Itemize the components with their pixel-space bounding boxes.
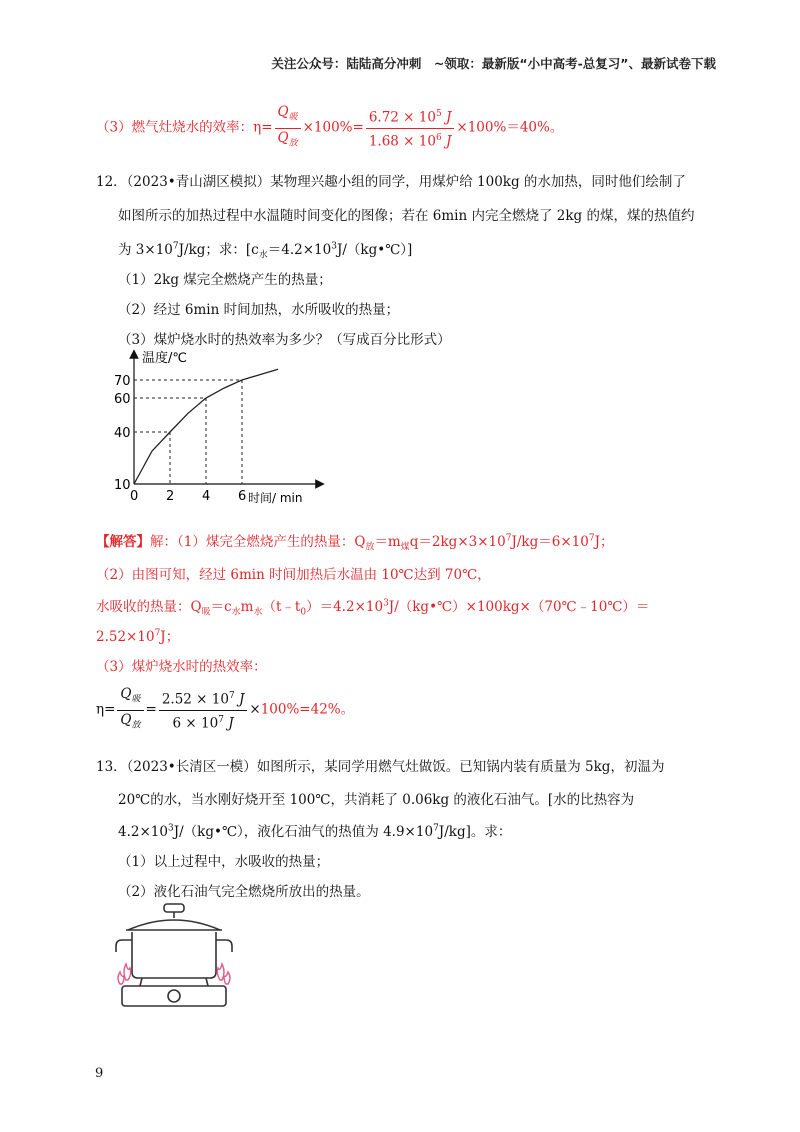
x-tick-labels	[130, 489, 246, 504]
a12-l1e: J；	[594, 534, 614, 550]
eff-eta: η	[96, 701, 105, 718]
y-tick-40: 40	[114, 426, 131, 441]
right-handle	[216, 940, 232, 952]
eff-q-released-sub: 放	[131, 720, 141, 731]
q12-line-3d: J/（kg•℃）]	[336, 242, 413, 258]
q-released: Q	[277, 129, 289, 146]
lid-knob	[164, 904, 184, 912]
a12-l3a: 水吸收的热量：Q	[96, 599, 202, 615]
stove-support-left	[140, 978, 142, 986]
temperature-time-chart	[110, 348, 330, 508]
eff-equals: =	[104, 701, 116, 718]
y-tick-70: 70	[114, 374, 131, 389]
stove-knob	[168, 990, 180, 1002]
x-tick-4: 4	[202, 489, 211, 504]
q12-line-3	[118, 238, 412, 261]
eff-times: ×	[249, 701, 261, 718]
value-numerator-exp: 5	[435, 109, 442, 120]
a12-l1-sub1: 放	[365, 542, 375, 553]
q13-line-3	[118, 820, 511, 840]
a12-l1d: J/kg＝6×10	[511, 534, 589, 550]
x-axis-label: 时间/ min	[248, 491, 303, 505]
eff-fraction-values	[159, 688, 248, 732]
a12-l4-exp: 7	[154, 628, 161, 639]
page-header: 关注公众号：陆陆高分冲刺 ~领取：最新版“小中高考-总复习”、最新试卷下载	[271, 56, 716, 71]
a12-l1b: ＝m	[374, 534, 401, 550]
eta-symbol: η	[253, 119, 262, 136]
q12-sub-3: （3）煤炉烧水时的热效率为多少？（写成百分比形式）	[118, 332, 451, 348]
q13-sub-2: （2）液化石油气完全燃烧所放出的热量。	[118, 884, 370, 900]
eff-q-absorbed-sub: 吸	[131, 694, 141, 705]
q13-line-1: 13．（2023•长清区一模）如图所示，某同学用燃气灶做饭。已知锅内装有质量为 5kg，初温为	[96, 759, 665, 775]
q13-line-3c: J/kg]。求：	[438, 824, 512, 840]
percent-100: 100%	[313, 119, 353, 136]
q12-line-3c: ＝4.2×10	[267, 242, 332, 258]
q13-line-3-exp: 3	[167, 823, 174, 834]
eff-value-den-exp: 7	[218, 714, 224, 725]
stove-support-right	[206, 978, 208, 986]
value-denominator: 1.68 × 10	[368, 133, 436, 150]
times-sign: ×	[302, 119, 314, 136]
flame-right-1	[217, 964, 224, 980]
q13-line-3a: 4.2×10	[118, 824, 168, 840]
times-sign-2: ×	[456, 119, 468, 136]
a12-l1-sub2: 煤	[400, 542, 410, 553]
q12-line-1: 12．（2023•青山湖区模拟）某物理兴趣小组的同学，用煤炉给 100kg 的水加热，同时他们绘制了	[96, 174, 686, 190]
pot-on-stove-illustration	[112, 902, 236, 1014]
flames	[118, 964, 230, 984]
x-tick-0: 0	[130, 489, 139, 504]
guide-lines	[134, 380, 242, 484]
answer12-line-2: （2）由图可知，经过 6min 时间加热后水温由 10℃达到 70℃，	[96, 567, 491, 583]
a12-l3d: （t﹣t	[262, 599, 301, 615]
equals-sign: =	[261, 119, 273, 136]
a12-l4b: J；	[160, 629, 180, 645]
eff-equals-2: =	[145, 701, 157, 718]
q13-line-3b: J/（kg•℃），液化石油气的热值为 4.9×10	[173, 824, 434, 840]
a12-l3-sub4: 0	[300, 607, 307, 618]
a12-l4a: 2.52×10	[96, 629, 155, 645]
answer12-line-3	[96, 595, 649, 618]
value-denominator-exp: 6	[435, 132, 442, 143]
a12-l3c: m	[240, 599, 254, 615]
q12-line-3-exp: 7	[172, 241, 179, 252]
prev-answer-label: （3）燃气灶烧水的效率：	[96, 119, 254, 136]
q12-sub-2: （2）经过 6min 时间加热，水所吸收的热量；	[118, 302, 400, 318]
flame-left-1	[124, 964, 131, 980]
flame-left-2	[118, 972, 124, 984]
a12-l1a: 解：（1）煤完全燃烧产生的热量：Q	[150, 534, 366, 550]
eff-q-released: Q	[120, 711, 132, 728]
answer12-line-1	[96, 530, 613, 553]
y-tick-labels	[114, 374, 131, 493]
q12-sub-1: （1）2kg 煤完全燃烧产生的热量；	[118, 272, 332, 288]
a12-l3-sub1: 吸	[201, 607, 211, 618]
answer12-line-4	[96, 625, 179, 645]
pot-body	[132, 932, 216, 978]
eff-value-num-exp: 7	[228, 691, 235, 702]
eff-value-den-unit: J	[223, 715, 234, 732]
q12-line-3a: 为 3×10	[118, 242, 173, 258]
left-handle	[116, 940, 132, 952]
page-number: 9	[95, 1066, 104, 1081]
eff-value-num-unit: J	[234, 691, 245, 708]
eff-result: 100%=42%。	[260, 701, 355, 718]
answer-tag: 【解答】	[96, 534, 150, 550]
a12-l3-exp: 3	[383, 598, 389, 609]
a12-l3-sub2: 水	[231, 607, 241, 618]
a12-l1-exp2: 7	[588, 533, 595, 544]
q13-line-2: 20℃的水，当水刚好烧开至 100℃，共消耗了 0.06kg 的液化石油气。[水的比热容为	[118, 792, 635, 808]
eff-fraction-q	[117, 686, 143, 734]
flame-right-2	[224, 972, 230, 984]
a12-l3b: ＝c	[210, 599, 232, 615]
q-released-sub: 放	[288, 138, 298, 149]
value-numerator-unit: J	[441, 109, 452, 126]
pot-lid	[128, 920, 220, 930]
q13-sub-1: （1）以上过程中，水吸收的热量；	[118, 854, 330, 870]
eff-q-absorbed: Q	[120, 686, 132, 702]
fraction-values	[366, 106, 455, 150]
eff-value-num: 2.52 × 10	[161, 691, 229, 708]
a12-l3e: ）＝4.2×10	[306, 599, 384, 615]
a12-l1c: q＝2kg×3×10	[409, 534, 506, 550]
x-tick-2: 2	[166, 489, 175, 504]
answer12-line-5: （3）煤炉烧水时的热效率：	[96, 659, 267, 675]
a12-l3-sub3: 水	[253, 607, 263, 618]
q12-line-2: 如图所示的加热过程中水温随时间变化的图像；若在 6min 内完全燃烧了 2kg 的煤，煤的热值约	[118, 208, 695, 224]
value-numerator: 6.72 × 10	[368, 109, 436, 126]
q-absorbed: Q	[277, 104, 289, 120]
y-tick-60: 60	[114, 392, 131, 407]
q12-line-3b: J/kg；求：[c	[178, 242, 259, 258]
value-denominator-unit: J	[441, 133, 452, 150]
y-axis-label: 温度/℃	[142, 351, 187, 366]
eff-value-den: 6 × 10	[172, 715, 219, 732]
equals-sign-2: =	[352, 119, 364, 136]
prev-answer-result: 100%＝40%。	[467, 119, 564, 136]
a12-l1-exp1: 7	[505, 533, 512, 544]
q13-line-3-exp2: 7	[433, 823, 439, 834]
q-absorbed-sub: 吸	[288, 112, 298, 123]
prev-answer-efficiency	[96, 104, 563, 152]
y-tick-10: 10	[114, 478, 131, 493]
a12-l3f: J/（kg•℃）×100kg×（70℃﹣10℃）＝	[388, 599, 650, 615]
q12-line-3-sub: 水	[258, 250, 268, 261]
fraction-q-ratio	[275, 104, 301, 152]
efficiency-formula	[96, 686, 354, 734]
stove-body	[122, 986, 226, 1006]
q12-line-3-exp2: 3	[331, 241, 337, 252]
x-tick-6: 6	[238, 489, 247, 504]
